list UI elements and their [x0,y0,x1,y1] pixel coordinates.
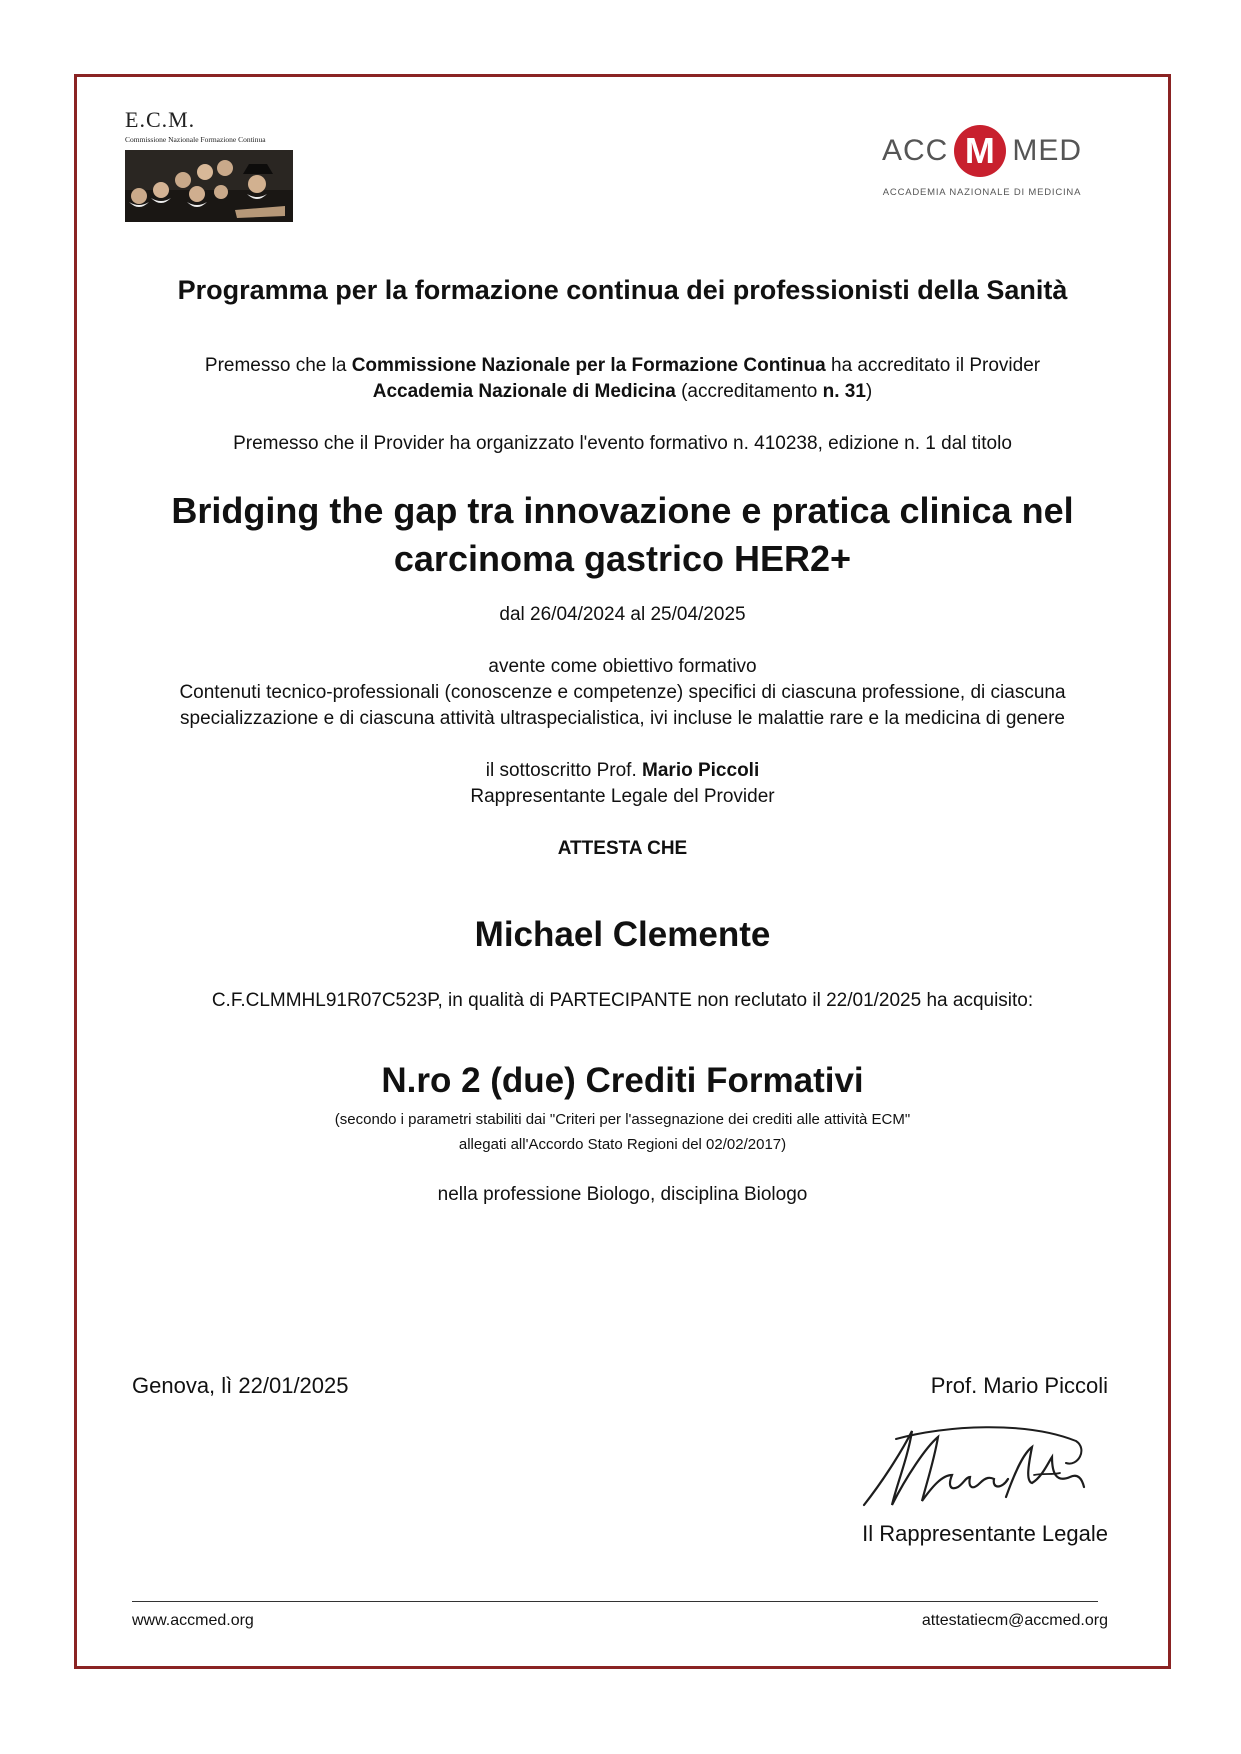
criteria-note [77,1107,1168,1157]
ecm-logo-subtitle: Commissione Nazionale Formazione Continua [125,135,266,144]
premise-accreditation [77,353,1168,405]
objective-line2: specializzazione e di ciascuna attività ultraspecialistica, ivi incluse le malattie rare e la medicina di genere [180,708,1065,729]
signer-role: Rappresentante Legale del Provider [470,786,775,807]
criteria-line2: allegati all'Accordo Stato Regioni del 02/02/2017) [458,1136,787,1153]
footer-email[interactable]: attestatiecm@accmed.org [921,1612,1108,1629]
premise-event: Premesso che il Provider ha organizzato l'evento formativo n. 410238, edizione n. 1 dal titolo [233,433,1012,454]
objective-intro: avente come obiettivo formativo [488,656,757,677]
signer-name: Mario Piccoli [642,760,760,781]
premise1-prefix: Premesso che la [204,355,352,376]
premise1-middle: ha accreditato il Provider [825,355,1041,376]
credits-awarded: N.ro 2 (due) Crediti Formativi [381,1061,864,1100]
objective-line1: Contenuti tecnico-professionali (conoscenze e competenze) specifici di ciascuna professione, di ciascuna [179,682,1066,703]
ecm-logo [125,107,295,227]
signature-name: Prof. Mario Piccoli [930,1373,1108,1398]
signature-role: Il Rappresentante Legale [862,1521,1108,1546]
accmed-logo-subtitle: ACCADEMIA NAZIONALE DI MEDICINA [882,187,1082,198]
footer-divider [132,1601,1098,1602]
event-title-line1: Bridging the gap tra innovazione e pratica clinica nel [171,490,1074,531]
attesta-heading: ATTESTA CHE [557,838,688,859]
place-date: Genova, lì 22/01/2025 [132,1373,349,1398]
accreditation-suffix: ) [865,381,873,402]
participant-name: Michael Clemente [474,915,771,954]
signer-block [77,758,1168,810]
criteria-line1: (secondo i parametri stabiliti dai "Criteri per l'assegnazione dei crediti alle attività ECM" [334,1111,911,1128]
profession: nella professione Biologo, disciplina Biologo [437,1184,808,1205]
ecm-logo-painting-image [125,150,293,222]
accmed-logo-m-circle: M [954,125,1006,177]
signer-prefix: il sottoscritto Prof. [485,760,643,781]
footer-website[interactable]: www.accmed.org [132,1612,254,1629]
accmed-logo-right-text: MED [1012,134,1083,167]
accmed-logo [882,125,1082,198]
ecm-logo-title: E.C.M. [125,107,196,132]
commission-name: Commissione Nazionale per la Formazione Continua [351,355,826,376]
program-title: Programma per la formazione continua dei professionisti della Sanità [177,275,1068,305]
event-dates: dal 26/04/2024 al 25/04/2025 [499,604,746,625]
accreditation-prefix: (accreditamento [675,381,823,402]
event-title-line2: carcinoma gastrico HER2+ [393,538,852,579]
certificate-frame [74,74,1171,1669]
accmed-logo-left-text: ACC [882,134,949,167]
event-title [77,487,1168,583]
objective-block [77,654,1168,732]
handwritten-signature [856,1417,1096,1517]
participant-details: C.F.CLMMHL91R07C523P, in qualità di PARTECIPANTE non reclutato il 22/01/2025 ha acquisito: [211,990,1034,1011]
provider-name: Accademia Nazionale di Medicina [372,381,676,402]
accreditation-number: n. 31 [822,381,866,402]
